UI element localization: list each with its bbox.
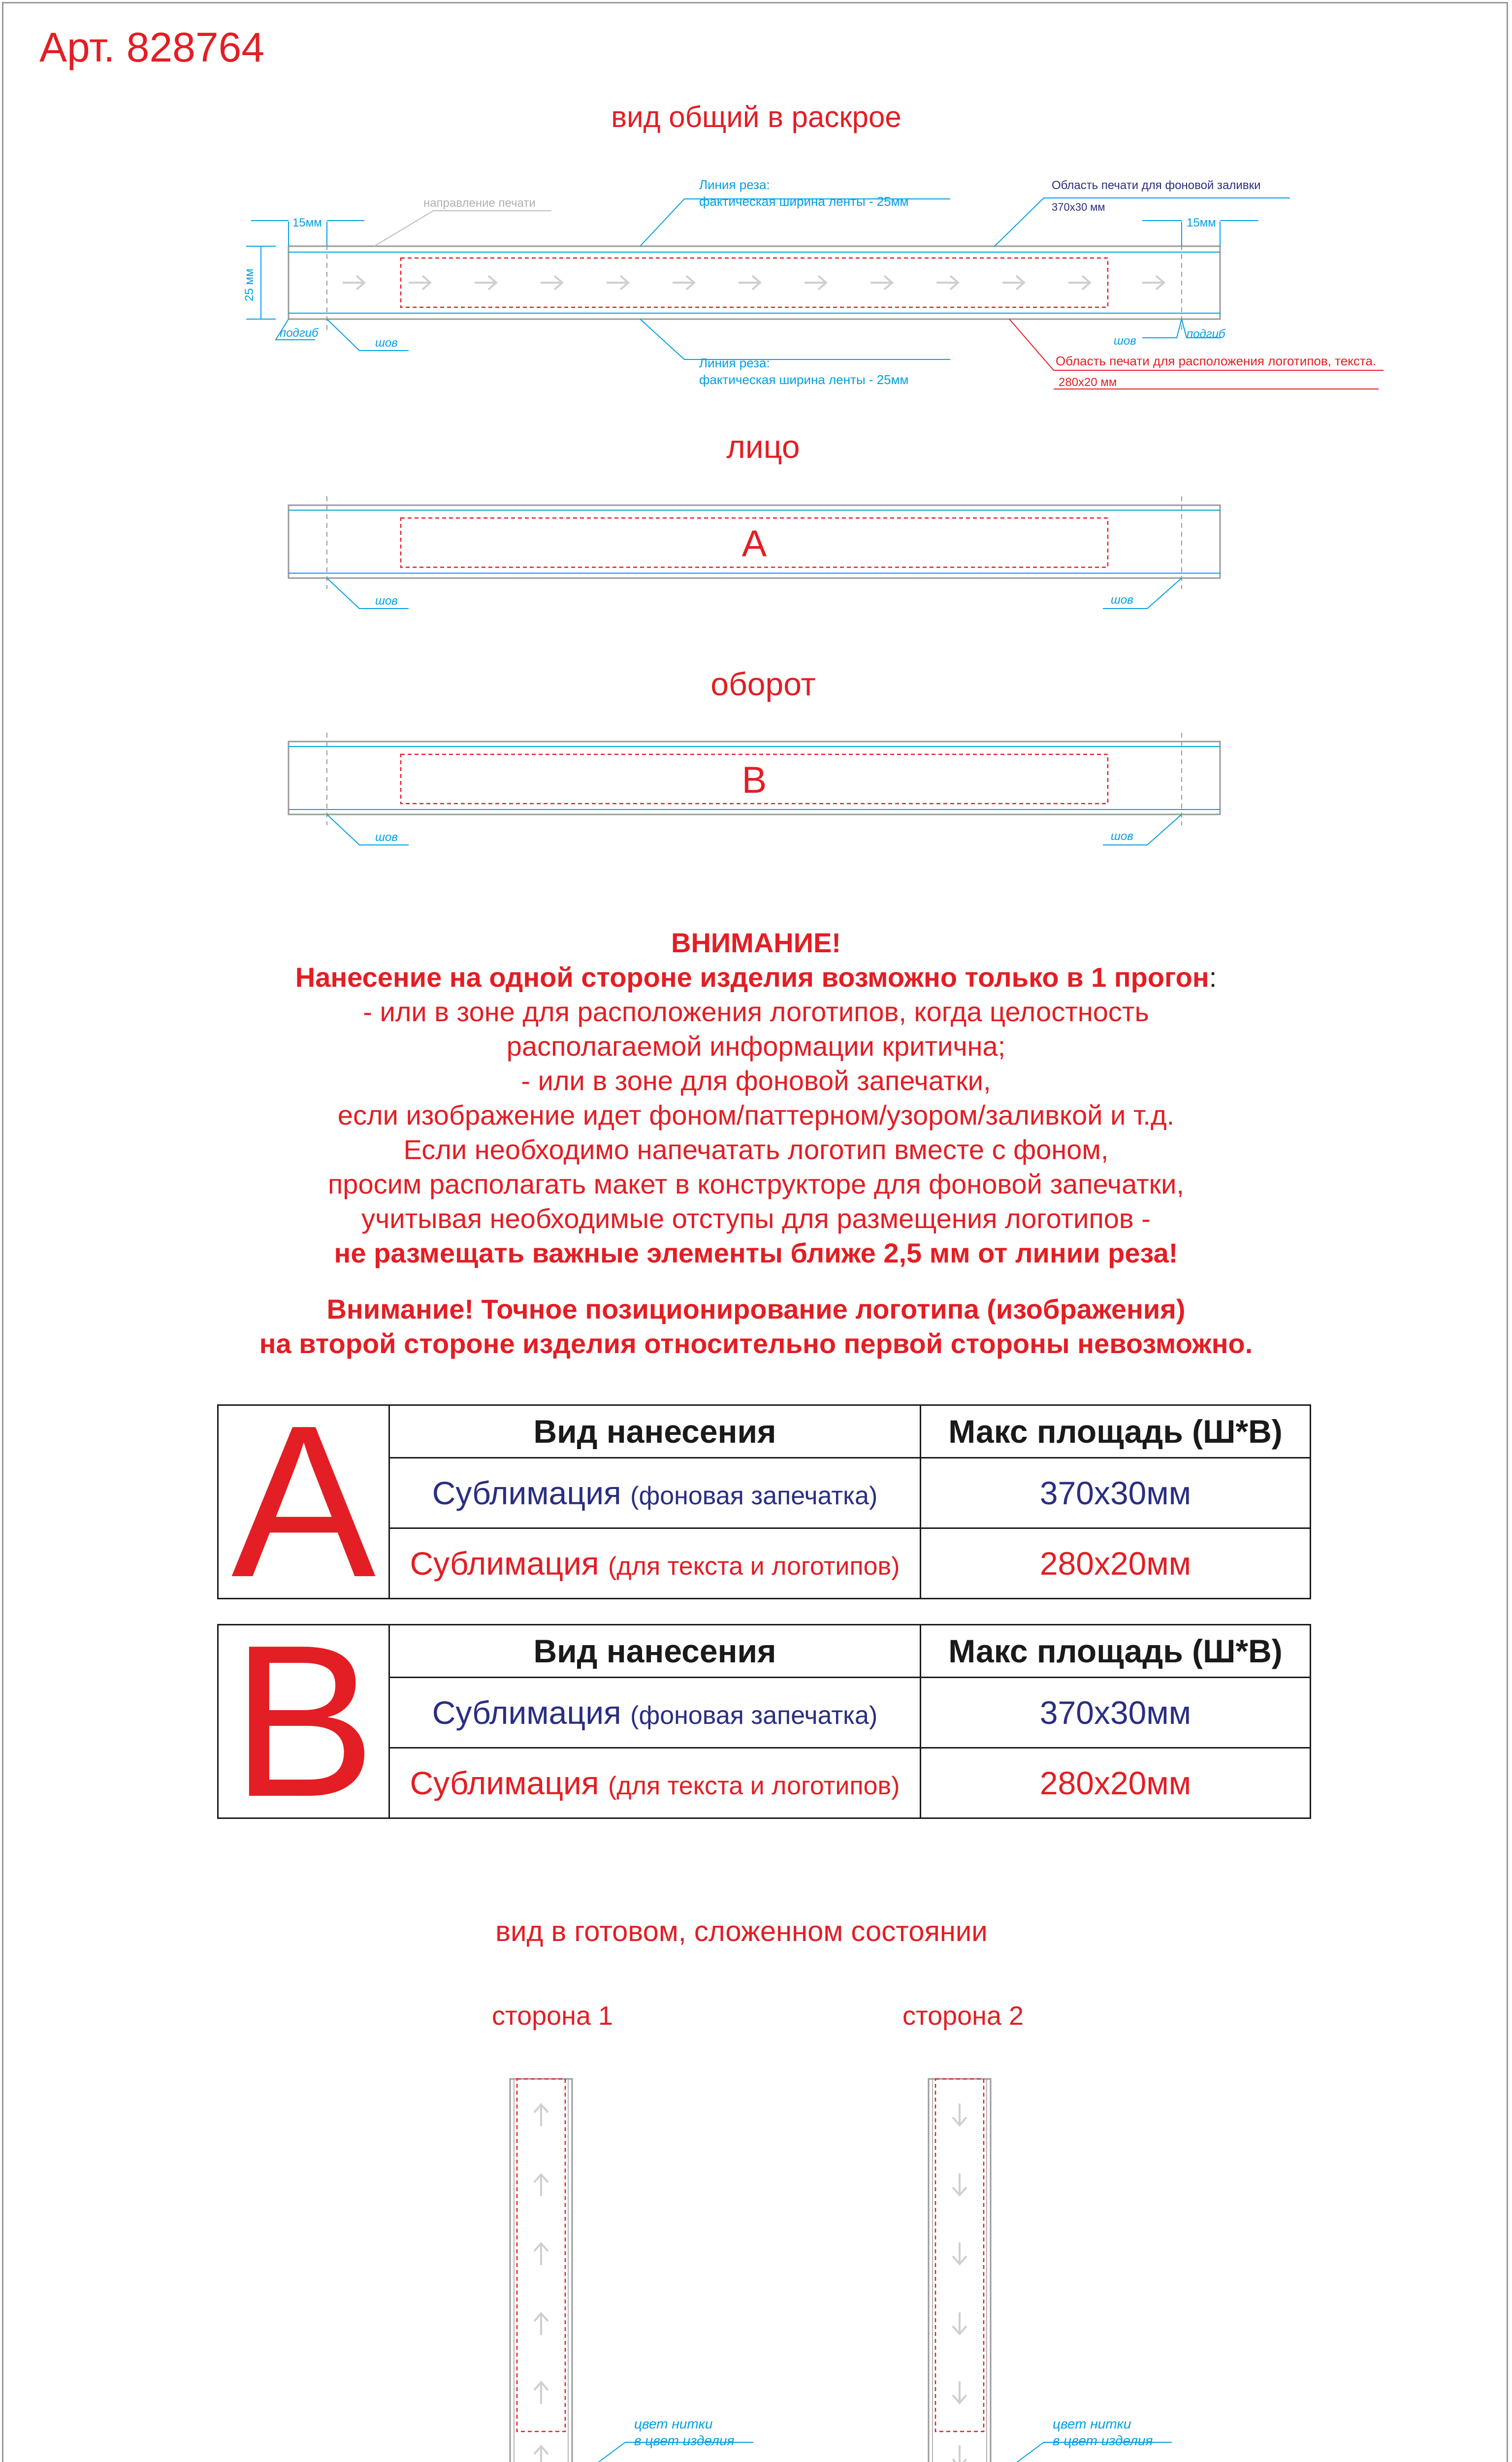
warning-line-3: - или в зоне для расположения логотипов, когда целостность — [363, 996, 1149, 1027]
warning-line-12: на второй стороне изделия относительно первой стороны невозможно. — [259, 1328, 1253, 1359]
warning-line-4: располагаемой информации критична; — [506, 1031, 1006, 1062]
warning-line-2: Нанесение на одной стороне изделия возможно только в 1 прогон: — [295, 962, 1217, 993]
lanyard-side-2 — [922, 2079, 997, 2462]
print-direction-label: направление печати — [423, 196, 536, 210]
bg-area-size: 370x30 мм — [1052, 201, 1105, 213]
logo-area-size: 280x20 мм — [1059, 376, 1117, 389]
logo-area-label: Область печати для расположения логотипов, текста. — [1056, 354, 1377, 368]
table-row: Сублимация (для текста и логотипов) — [389, 1748, 921, 1818]
dim-left-label: 15мм — [292, 216, 322, 229]
side2-label: сторона 2 — [902, 2001, 1024, 2031]
warning-block — [0, 926, 1512, 1361]
face-seam-right: шов — [1111, 593, 1133, 607]
side1-label: сторона 1 — [491, 2001, 613, 2031]
cut-view-strip — [289, 236, 1220, 330]
finished-title: вид в готовом, сложенном состоянии — [495, 1915, 988, 1947]
warning-heading: ВНИМАНИЕ! — [671, 927, 841, 958]
table-a-letter: A — [218, 1405, 389, 1599]
dim-right-label: 15мм — [1187, 216, 1216, 229]
face-title: лицо — [726, 428, 800, 465]
thread1-a: цвет нитки — [634, 2416, 713, 2431]
table-cell-size: 370x30мм — [921, 1678, 1311, 1748]
back-title: оборот — [710, 666, 816, 702]
table-b-letter: B — [218, 1625, 389, 1818]
table-cell-size: 280x20мм — [921, 1528, 1311, 1599]
warning-line-9: учитывая необходимые отступы для размещения логотипов - — [361, 1203, 1151, 1234]
cut-view-title: вид общий в раскрое — [611, 100, 901, 133]
thread2-b: в цвет изделия — [1053, 2433, 1153, 2448]
table-row: Сублимация (для текста и логотипов) — [389, 1528, 921, 1599]
bg-area-label: Область печати для фоновой заливки — [1052, 179, 1261, 192]
warning-line-8: просим располагать макет в конструкторе для фоновой запечатки, — [327, 1168, 1184, 1199]
seam-right-label: шов — [1114, 334, 1136, 348]
face-letter: A — [741, 523, 767, 565]
cut-line-top-label: Линия реза: — [699, 177, 770, 192]
warning-line-11: Внимание! Точное позиционирование логотипа (изображения) — [326, 1294, 1186, 1325]
cut-line-top-sub: фактическая ширина ленты - 25мм — [699, 194, 909, 209]
warning-line-10: не размещать важные элементы ближе 2,5 мм от линии реза! — [334, 1237, 1178, 1268]
warning-line-5: - или в зоне для фоновой запечатки, — [521, 1065, 991, 1096]
table-b-col1-header: Вид нанесения — [389, 1625, 921, 1678]
face-seam-left: шов — [375, 594, 398, 608]
article-number: Арт. 828764 — [39, 24, 265, 70]
table-a-col2-header: Макс площадь (Ш*В) — [921, 1405, 1311, 1458]
cut-line-bottom-sub: фактическая ширина ленты - 25мм — [699, 372, 909, 387]
table-row: Сублимация (фоновая запечатка) — [389, 1678, 921, 1748]
table-cell-size: 280x20мм — [921, 1748, 1311, 1818]
table-b-col2-header: Макс площадь (Ш*В) — [921, 1625, 1311, 1678]
thread2-a: цвет нитки — [1053, 2416, 1131, 2431]
dimension-lines — [246, 221, 1258, 319]
back-seam-left: шов — [375, 831, 398, 844]
seam-left-label: шов — [375, 336, 398, 350]
lanyard-side-1 — [503, 2079, 579, 2462]
fold-left-label: подгиб — [280, 326, 319, 340]
warning-line-7: Если необходимо напечатать логотип вместе с фоном, — [403, 1134, 1109, 1165]
back-seam-right: шов — [1111, 830, 1133, 843]
spec-table-a — [217, 1381, 1311, 1622]
back-letter: B — [741, 759, 767, 801]
table-row: Сублимация (фоновая запечатка) — [389, 1458, 921, 1528]
thread1-b: в цвет изделия — [634, 2433, 735, 2448]
fold-right-label: подгиб — [1187, 327, 1225, 341]
table-cell-size: 370x30мм — [921, 1458, 1311, 1528]
dim-height-label: 25 мм — [243, 268, 256, 301]
spec-table-b — [217, 1600, 1311, 1842]
table-a-col1-header: Вид нанесения — [389, 1405, 921, 1458]
warning-line-6: если изображение идет фоном/паттерном/узором/заливкой и т.д. — [337, 1100, 1175, 1131]
cut-line-bottom-label: Линия реза: — [699, 356, 770, 370]
